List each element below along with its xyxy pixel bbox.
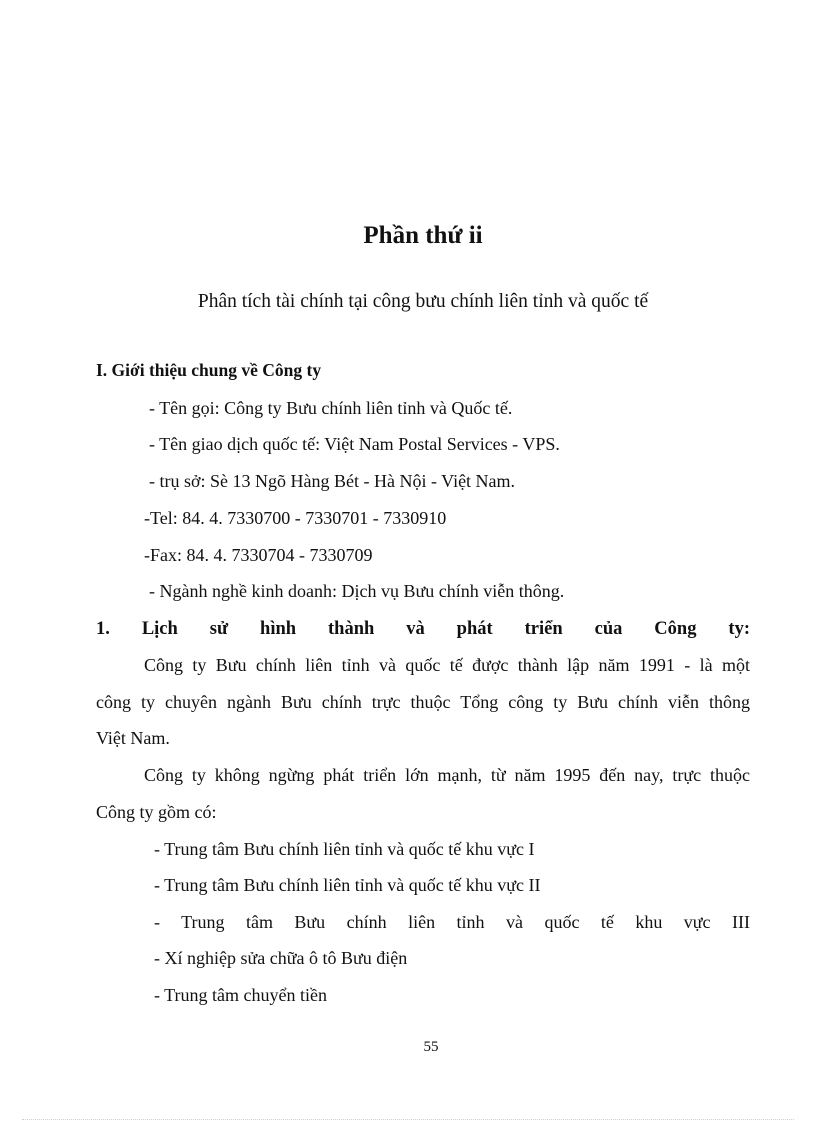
unit-item-5: - Trung tâm chuyển tiền — [154, 985, 327, 1005]
unit-item-1: - Trung tâm Bưu chính liên tỉnh và quốc tế khu vực I — [154, 839, 535, 859]
info-tel: -Tel: 84. 4. 7330700 - 7330701 - 7330910 — [144, 508, 447, 528]
info-name: - Tên gọi: Công ty Bưu chính liên tỉnh và Quốc tế. — [149, 398, 513, 418]
footer-divider — [22, 1119, 794, 1120]
unit-item-2: - Trung tâm Bưu chính liên tỉnh và quốc tế khu vực II — [154, 875, 541, 895]
section-heading: I. Giới thiệu chung về Công ty — [96, 360, 322, 380]
para2-line-2: Công ty gồm có: — [96, 802, 217, 822]
para2-line-1: Công ty không ngừng phát triển lớn mạnh, từ năm 1995 đến nay, trực thuộc — [144, 765, 750, 785]
para1-line-2: công ty chuyên ngành Bưu chính trực thuộc Tổng công ty Bưu chính viễn thông — [96, 692, 750, 712]
subsection-heading: 1. Lịch sử hình thành và phát triển của Công ty: — [96, 619, 750, 639]
page-number: 55 — [423, 1039, 439, 1055]
page-title: Phần thứ ii — [363, 222, 483, 249]
info-fax: -Fax: 84. 4. 7330704 - 7330709 — [144, 545, 373, 565]
para1-line-3: Việt Nam. — [96, 728, 170, 748]
unit-item-3: - Trung tâm Bưu chính liên tỉnh và quốc tế khu vực III — [154, 912, 750, 932]
para1-line-1: Công ty Bưu chính liên tỉnh và quốc tế được thành lập năm 1991 - là một — [144, 655, 750, 675]
unit-item-4: - Xí nghiệp sửa chữa ô tô Bưu điện — [154, 948, 408, 968]
info-trade-name: - Tên giao dịch quốc tế: Việt Nam Postal Services - VPS. — [149, 434, 560, 454]
info-address: - trụ sở: Sè 13 Ngõ Hàng Bét - Hà Nội - Việt Nam. — [149, 471, 516, 491]
info-business: - Ngành nghề kinh doanh: Dịch vụ Bưu chính viễn thông. — [149, 581, 565, 601]
page-subtitle: Phân tích tài chính tại công bưu chính liên tỉnh và quốc tế — [197, 291, 649, 312]
